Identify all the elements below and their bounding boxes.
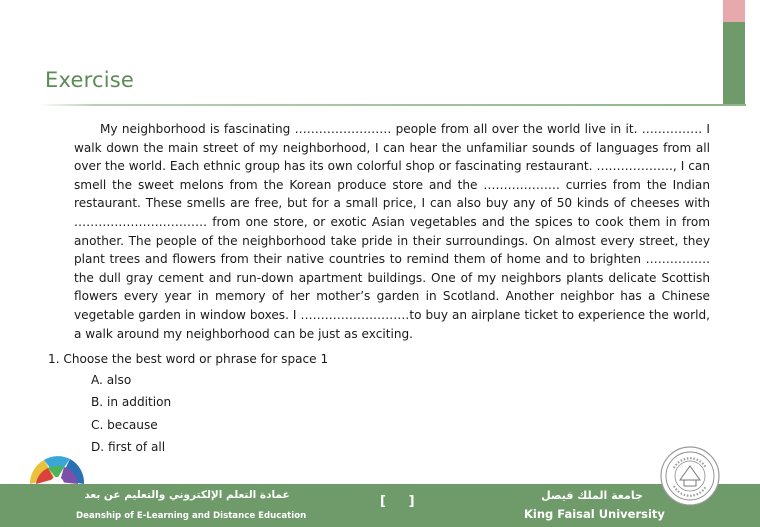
elearning-logo-icon <box>24 444 86 484</box>
university-name-arabic: جامعة الملك فيصل <box>541 489 643 502</box>
university-name-english: King Faisal University <box>524 507 665 521</box>
answer-options <box>91 372 171 461</box>
page-number: [ ] <box>380 494 415 509</box>
reading-passage <box>74 120 710 343</box>
deanship-name-english: Deanship of E-Learning and Distance Education <box>76 511 307 521</box>
option-b[interactable]: B. in addition <box>91 395 172 410</box>
corner-accent-pink <box>723 0 745 22</box>
passage-text: My neighborhood is fascinating …………………… people from all over the world live in it. …………… I walk down the main street of my neighborhood, I can hear the unfamiliar sounds of languages from all over the world. Each ethnic group has its own colorful shop or fascinating restaurant. ………………., I can smell the sweet melons from the Korean produce store and the ………………. curries from the Indian restaurant. These smells are free, but for a small price, I can also buy any of 50 kinds of cheeses with …………………………… from one store, or exotic Asian vegetables and the spices to cook them in from another. The people of the neighborhood take pride in their surroundings. On almost every street, they plant trees and flowers from their native countries to remind them of home and to brighten ……………. the dull gray cement and run-down apartment buildings. One of my neighbors plants delicate Scottish flowers every year in memory of her mother’s garden in Scotland. Another neighbor has a Chinese vegetable garden in window boxes. I ………………………to buy an airplane ticket to experience the world, a walk around my neighborhood can be just as exciting. <box>74 122 710 341</box>
corner-accent-green <box>723 22 745 105</box>
option-c[interactable]: C. because <box>91 417 158 432</box>
deanship-name-arabic: عمادة التعلم الإلكتروني والتعليم عن بعد <box>84 489 290 501</box>
question-text: 1. Choose the best word or phrase for space 1 <box>48 352 329 366</box>
option-d[interactable]: D. first of all <box>91 439 166 454</box>
title-divider <box>38 104 746 106</box>
option-a[interactable]: A. also <box>91 373 132 387</box>
slide-title: Exercise <box>45 68 134 92</box>
university-seal-icon <box>660 446 720 506</box>
